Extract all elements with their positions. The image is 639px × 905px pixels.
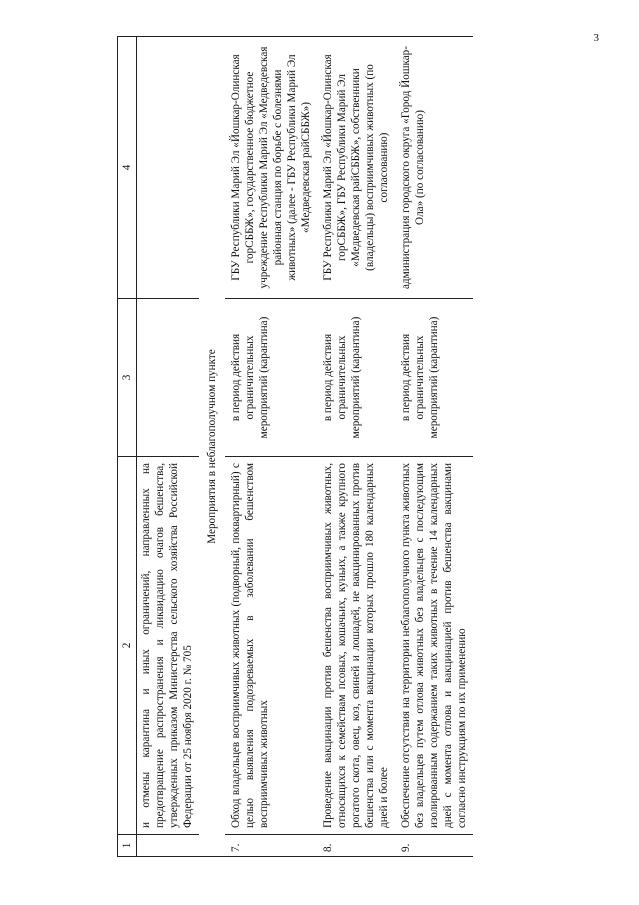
table-row-continuation xyxy=(137,37,200,857)
row-description: Проведение вакцинации против бешенства восприимчивых животных, относящихся к семействам псовых, кошачьих, куньих, а также крупного рогатого скота, овец, коз, свиней и лошадей, не вакцинированных против бешенства или с момента вакцинации которых прошло 180 календарных дней и более xyxy=(317,457,395,835)
row-period: в период действия ограничительных мероприятий (карантина) xyxy=(395,299,473,457)
row-description: Обход владельцев восприимчивых животных (подворный, поквартирный) с целью выявления подозреваемых в заболевании бешенством восприимчивых животных xyxy=(225,457,317,835)
row-number xyxy=(137,835,200,857)
section-row xyxy=(199,37,225,857)
rotated-page-content xyxy=(117,37,517,857)
row-period: в период действия ограничительных мероприятий (карантина) xyxy=(225,299,317,457)
measures-table xyxy=(117,36,473,857)
row-responsible xyxy=(137,37,200,299)
table-row xyxy=(317,37,395,857)
header-col-1: 1 xyxy=(118,835,137,857)
table-row xyxy=(225,37,317,857)
row-description: Обеспечение отсутствия на территории неблагополучного пункта животных без владельцев путем отлова животных без владельцев с последующим изолированным содержанием таких животных в течение 14 календарных дней с момента отлова и вакцинацией против бешенства вакцинами согласно инструкциям по их применению xyxy=(395,457,473,835)
row-responsible: ГБУ Республики Марий Эл «Йошкар-Олинская горСББЖ», ГБУ Республики Марий Эл «Медведевская райСББЖ», собственники (владельцы) восприимчивых животных (по согласованию) xyxy=(317,37,395,299)
header-col-4: 4 xyxy=(118,37,137,299)
table-header-row xyxy=(118,37,137,857)
row-period: в период действия ограничительных мероприятий (карантина) xyxy=(317,299,395,457)
row-description: и отмены карантина и иных ограничений, направленных на предотвращение распространения и ликвидацию очагов бешенства, утвержденных приказом Министерства сельского хозяйства Российской Федерации от 25 ноября 2020 г. № 705 xyxy=(137,457,200,835)
section-title: Мероприятия в неблагополучном пункте xyxy=(199,37,225,857)
page-number: 3 xyxy=(593,32,599,44)
row-number: 9. xyxy=(395,835,473,857)
row-responsible: ГБУ Республики Марий Эл «Йошкар-Олинская горСББЖ», государственное бюджетное учреждение Республики Марий Эл «Медведевская районная станция по борьбе с болезнями животных» (далее - ГБУ Республики Марий Эл «Медведевская райСББЖ») xyxy=(225,37,317,299)
row-period xyxy=(137,299,200,457)
table-row xyxy=(395,37,473,857)
row-responsible: администрация городского округа «Город Йошкар-Ола» (по согласованию) xyxy=(395,37,473,299)
header-col-2: 2 xyxy=(118,457,137,835)
row-number: 7. xyxy=(225,835,317,857)
row-number: 8. xyxy=(317,835,395,857)
header-col-3: 3 xyxy=(118,299,137,457)
